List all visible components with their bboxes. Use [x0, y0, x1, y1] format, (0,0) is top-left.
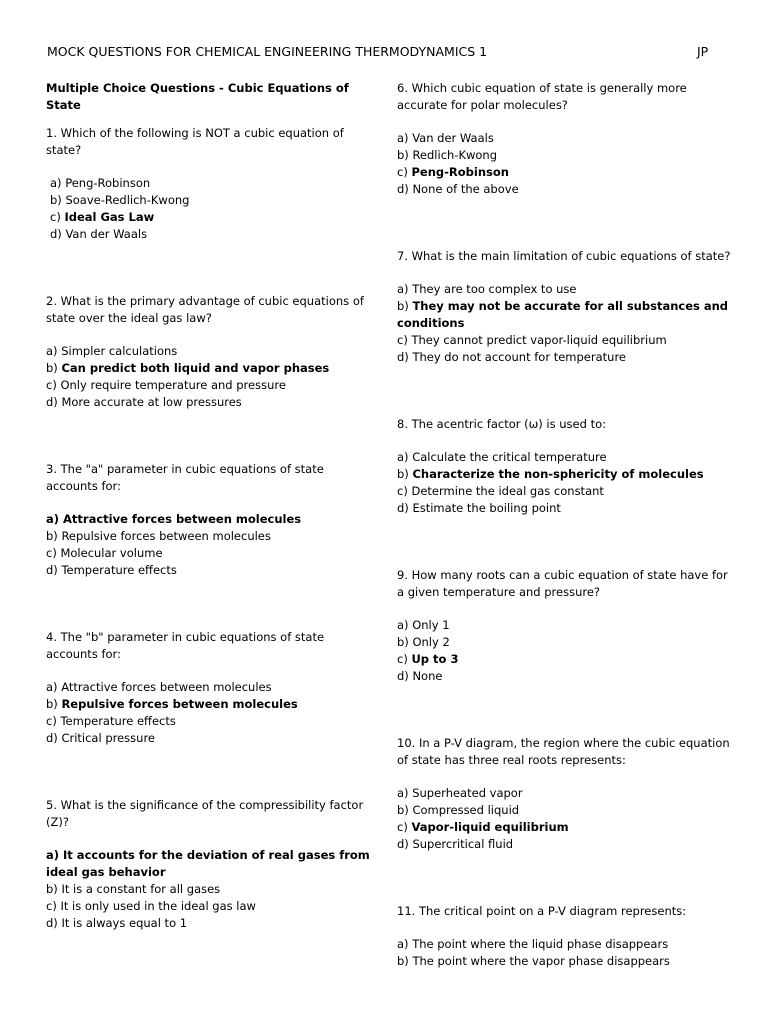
- author-initials: JP: [697, 44, 709, 59]
- option-letter: d): [397, 501, 413, 515]
- option-letter: d): [50, 227, 66, 241]
- correct-answer-text: Repulsive forces between molecules: [61, 697, 298, 711]
- answer-option: [46, 175, 376, 192]
- answer-option: [397, 130, 737, 147]
- option-letter: b): [397, 803, 413, 817]
- option-text: Only 1: [412, 618, 450, 632]
- option-text: Redlich-Kwong: [412, 148, 498, 162]
- question-text: 1. Which of the following is NOT a cubic equation of state?: [46, 126, 344, 157]
- answer-option: [397, 164, 737, 181]
- question-block: [397, 903, 737, 970]
- left-column: [46, 80, 376, 932]
- question-text: 7. What is the main limitation of cubic equations of state?: [397, 249, 731, 263]
- answer-option: [46, 394, 376, 411]
- option-letter: a): [397, 282, 413, 296]
- answer-option: [397, 500, 737, 517]
- question-text: 3. The "a" parameter in cubic equations of state accounts for:: [46, 462, 324, 493]
- answer-option: [46, 847, 376, 881]
- answer-option: [46, 343, 376, 360]
- question-text: 2. What is the primary advantage of cubic equations of state over the ideal gas law?: [46, 294, 364, 325]
- correct-answer-text: It accounts for the deviation of real gases from ideal gas behavior: [46, 848, 370, 879]
- correct-answer-text: Vapor-liquid equilibrium: [411, 820, 569, 834]
- option-letter: d): [397, 837, 413, 851]
- option-text: Superheated vapor: [412, 786, 523, 800]
- option-letter: a): [46, 680, 62, 694]
- option-letter: b): [397, 635, 413, 649]
- answer-option: [46, 209, 376, 226]
- question-block: [397, 735, 737, 853]
- option-text: It is a constant for all gases: [61, 882, 221, 896]
- answer-option: [397, 836, 737, 853]
- answer-option: [397, 668, 737, 685]
- option-text: Van der Waals: [65, 227, 148, 241]
- question-block: [46, 461, 376, 579]
- option-letter: c): [397, 165, 412, 179]
- option-text: Critical pressure: [61, 731, 156, 745]
- answer-option: [397, 819, 737, 836]
- answer-option: [46, 881, 376, 898]
- answer-option: [397, 953, 737, 970]
- option-letter: b): [46, 882, 62, 896]
- option-text: None of the above: [412, 182, 519, 196]
- option-letter: c): [46, 714, 61, 728]
- option-text: None: [412, 669, 443, 683]
- option-text: Molecular volume: [60, 546, 163, 560]
- option-letter: c): [397, 652, 412, 666]
- correct-answer-text: They may not be accurate for all substances and conditions: [397, 299, 729, 330]
- option-text: They are too complex to use: [412, 282, 577, 296]
- answer-option: [46, 377, 376, 394]
- question-text: 11. The critical point on a P-V diagram represents:: [397, 904, 687, 918]
- option-letter: b): [46, 529, 62, 543]
- answer-option: [397, 332, 737, 349]
- option-text: Determine the ideal gas constant: [411, 484, 604, 498]
- answer-option: [397, 785, 737, 802]
- document-title: MOCK QUESTIONS FOR CHEMICAL ENGINEERING THERMODYNAMICS 1: [47, 44, 488, 59]
- answer-option: [46, 545, 376, 562]
- correct-answer-text: Up to 3: [411, 652, 459, 666]
- option-text: Van der Waals: [412, 131, 494, 145]
- option-letter: a): [397, 937, 413, 951]
- option-text: More accurate at low pressures: [61, 395, 242, 409]
- option-text: Soave-Redlich-Kwong: [65, 193, 190, 207]
- answer-option: [46, 898, 376, 915]
- option-letter: b): [46, 361, 62, 375]
- option-letter: d): [46, 916, 62, 930]
- option-text: Supercritical fluid: [412, 837, 514, 851]
- answer-option: [397, 936, 737, 953]
- answer-option: [397, 483, 737, 500]
- correct-answer-text: Peng-Robinson: [411, 165, 509, 179]
- option-text: Repulsive forces between molecules: [61, 529, 271, 543]
- option-text: Estimate the boiling point: [412, 501, 561, 515]
- option-text: Attractive forces between molecules: [61, 680, 272, 694]
- option-letter: b): [397, 299, 413, 313]
- question-block: [397, 567, 737, 685]
- answer-option: [397, 651, 737, 668]
- answer-option: [397, 634, 737, 651]
- option-letter: b): [46, 697, 62, 711]
- question-text: 5. What is the significance of the compressibility factor (Z)?: [46, 798, 364, 829]
- option-letter: c): [397, 484, 412, 498]
- answer-option: [397, 449, 737, 466]
- option-text: They do not account for temperature: [412, 350, 627, 364]
- answer-option: [397, 802, 737, 819]
- option-text: It is always equal to 1: [61, 916, 188, 930]
- right-column: [397, 80, 737, 970]
- option-letter: c): [397, 820, 412, 834]
- option-letter: c): [46, 899, 61, 913]
- answer-option: [397, 617, 737, 634]
- option-letter: a): [397, 618, 413, 632]
- option-letter: d): [397, 350, 413, 364]
- option-text: Only require temperature and pressure: [60, 378, 286, 392]
- option-letter: d): [397, 669, 413, 683]
- question-text: 6. Which cubic equation of state is generally more accurate for polar molecules?: [397, 81, 687, 112]
- question-block: [46, 293, 376, 411]
- answer-option: [397, 281, 737, 298]
- option-letter: c): [397, 333, 412, 347]
- option-letter: d): [46, 563, 62, 577]
- option-text: The point where the liquid phase disappears: [412, 937, 669, 951]
- correct-answer-text: Characterize the non-sphericity of molecules: [412, 467, 704, 481]
- option-letter: b): [50, 193, 66, 207]
- option-letter: d): [46, 395, 62, 409]
- option-text: They cannot predict vapor-liquid equilibrium: [411, 333, 667, 347]
- option-letter: d): [46, 731, 62, 745]
- option-letter: b): [397, 954, 413, 968]
- question-text: 10. In a P-V diagram, the region where the cubic equation of state has three real roots represents:: [397, 736, 730, 767]
- option-text: Only 2: [412, 635, 450, 649]
- option-text: The point where the vapor phase disappears: [412, 954, 670, 968]
- option-letter: b): [397, 467, 413, 481]
- question-block: [397, 416, 737, 517]
- answer-option: [397, 298, 737, 332]
- option-letter: c): [46, 546, 61, 560]
- section-title: Multiple Choice Questions - Cubic Equations of State: [46, 81, 349, 112]
- option-letter: a): [397, 786, 413, 800]
- option-text: It is only used in the ideal gas law: [60, 899, 256, 913]
- option-letter: b): [397, 148, 413, 162]
- answer-option: [46, 915, 376, 932]
- correct-answer-text: Can predict both liquid and vapor phases: [61, 361, 330, 375]
- answer-option: [46, 226, 376, 243]
- answer-option: [397, 466, 737, 483]
- option-letter: a): [46, 344, 62, 358]
- option-letter: a): [397, 131, 413, 145]
- option-letter: c): [46, 378, 61, 392]
- option-letter: d): [397, 182, 413, 196]
- option-text: Peng-Robinson: [65, 176, 151, 190]
- question-block: [46, 629, 376, 747]
- question-text: 9. How many roots can a cubic equation of state have for a given temperature and pressure?: [397, 568, 728, 599]
- option-text: Simpler calculations: [61, 344, 178, 358]
- answer-option: [46, 360, 376, 377]
- answer-option: [397, 181, 737, 198]
- answer-option: [46, 511, 376, 528]
- option-text: Temperature effects: [61, 563, 177, 577]
- question-block: [397, 248, 737, 366]
- answer-option: [46, 192, 376, 209]
- answer-option: [46, 730, 376, 747]
- option-letter: a): [46, 512, 64, 526]
- option-text: Compressed liquid: [412, 803, 520, 817]
- question-block: [46, 797, 376, 932]
- question-block: [397, 80, 737, 198]
- answer-option: [46, 696, 376, 713]
- answer-option: [397, 147, 737, 164]
- answer-option: [46, 562, 376, 579]
- answer-option: [46, 713, 376, 730]
- correct-answer-text: Ideal Gas Law: [64, 210, 155, 224]
- answer-option: [46, 679, 376, 696]
- option-letter: c): [50, 210, 65, 224]
- question-block: [46, 125, 376, 243]
- option-letter: a): [50, 176, 66, 190]
- option-text: Temperature effects: [60, 714, 176, 728]
- option-letter: a): [397, 450, 413, 464]
- question-text: 8. The acentric factor (ω) is used to:: [397, 417, 606, 431]
- correct-answer-text: Attractive forces between molecules: [63, 512, 302, 526]
- question-text: 4. The "b" parameter in cubic equations of state accounts for:: [46, 630, 325, 661]
- answer-option: [397, 349, 737, 366]
- option-letter: a): [46, 848, 64, 862]
- option-text: Calculate the critical temperature: [412, 450, 607, 464]
- answer-option: [46, 528, 376, 545]
